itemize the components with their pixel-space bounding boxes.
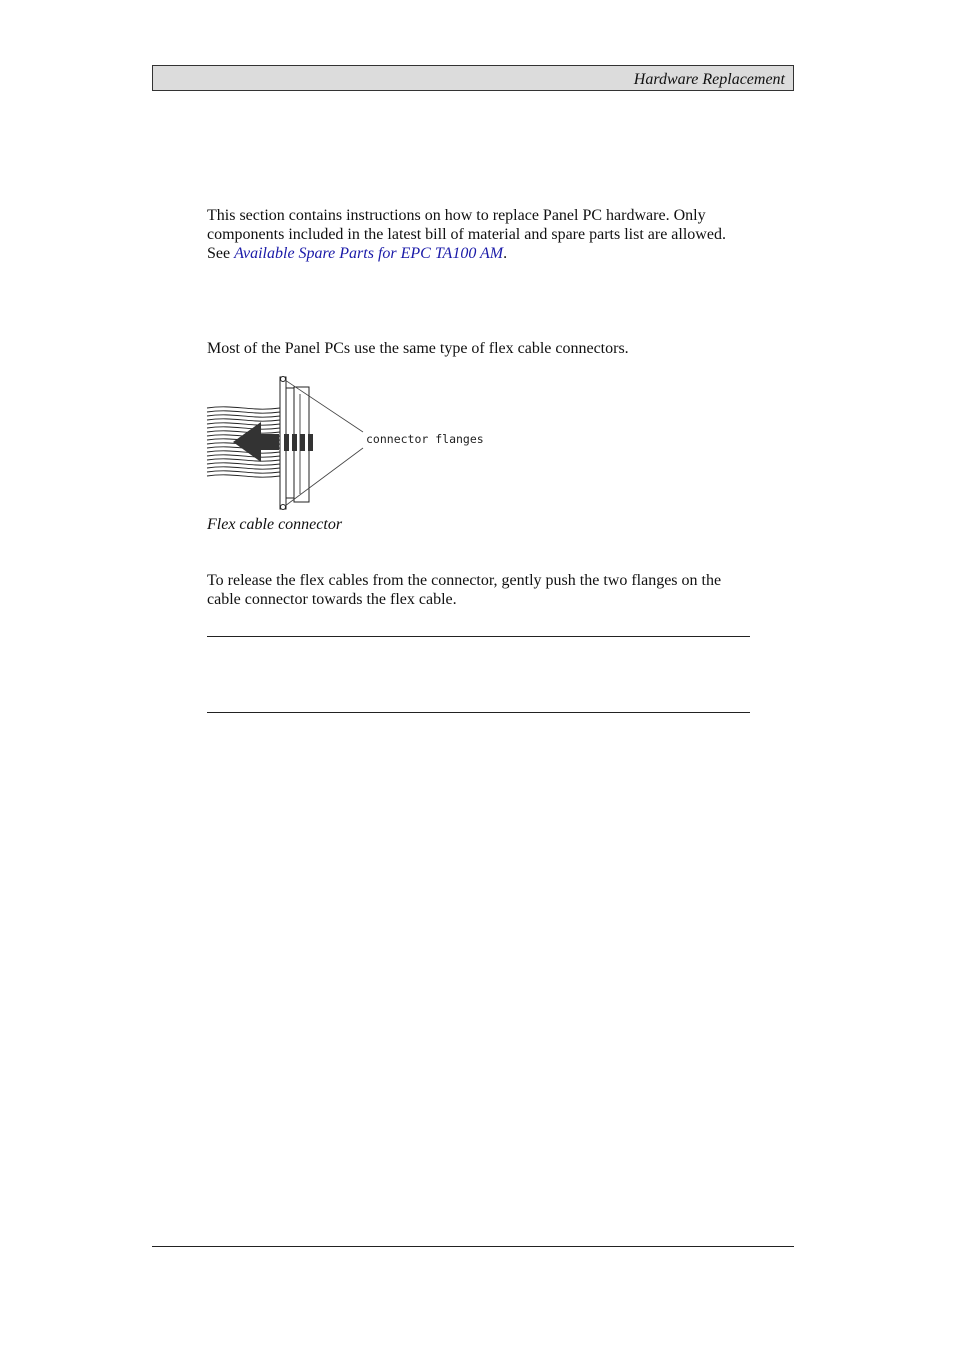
intro-paragraph: [207, 206, 752, 263]
divider-bottom: [207, 712, 750, 713]
connector-intro-paragraph: Most of the Panel PCs use the same type of flex cable connectors.: [207, 340, 629, 357]
footer-rule: [152, 1246, 794, 1247]
callout-label: connector flanges: [366, 432, 484, 446]
intro-text: This section contains instructions on how to replace Panel PC hardware. Only components included in the latest bill of material and spare parts list are allowed. See: [207, 207, 726, 262]
running-header: [152, 65, 794, 91]
flex-cable-illustration: [205, 374, 495, 514]
intro-text-end: .: [503, 245, 508, 262]
flex-cable-connector-figure: [205, 374, 495, 514]
divider-top: [207, 636, 750, 637]
figure-caption: Flex cable connector: [207, 516, 343, 533]
header-title: Hardware Replacement: [633, 71, 785, 88]
release-instruction-paragraph: To release the flex cables from the connector, gently push the two flanges on the cable connector towards the flex cable.: [207, 572, 722, 608]
spare-parts-link[interactable]: Available Spare Parts for EPC TA100 AM: [234, 245, 504, 262]
